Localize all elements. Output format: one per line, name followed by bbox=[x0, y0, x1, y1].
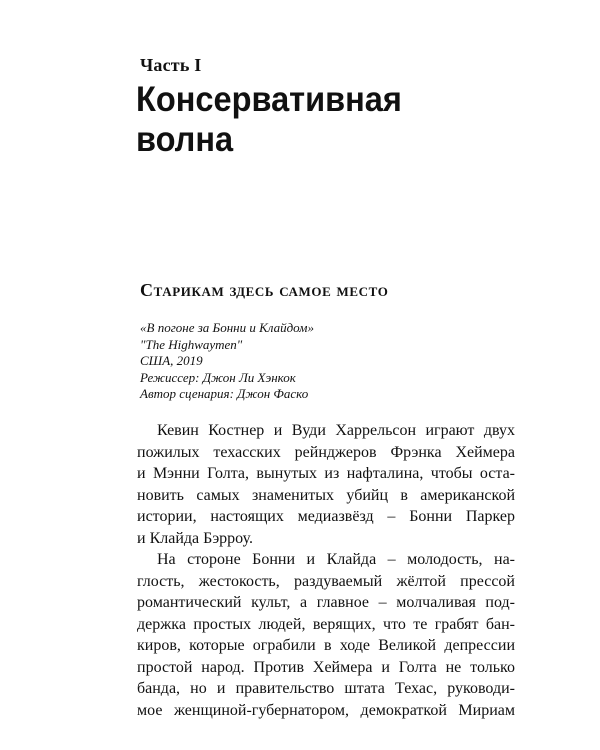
body-text bbox=[137, 420, 515, 721]
text-line: и Клайда Бэрроу. bbox=[137, 529, 253, 547]
credit-country-year: США, 2019 bbox=[140, 353, 203, 368]
credit-original-title: "The Highwaymen" bbox=[140, 336, 243, 352]
part-title-line-2: волна bbox=[136, 120, 234, 159]
text-line: глость, жестокость, раздуваемый жёлтой прессой bbox=[137, 572, 515, 590]
text-line: новить самых знаменитых убийц в американской bbox=[137, 486, 515, 504]
text-line: простой народ. Против Хеймера и Голта не только bbox=[137, 658, 515, 676]
text-line: На стороне Бонни и Клайда – молодость, на- bbox=[157, 551, 515, 568]
credit-screenwriter: Автор сценария: Джон Фаско bbox=[140, 386, 309, 401]
credit-russian-title: «В погоне за Бонни и Клайдом» bbox=[140, 320, 314, 335]
credit-director: Режиссер: Джон Ли Хэнкок bbox=[140, 369, 296, 385]
film-credits bbox=[140, 320, 314, 403]
text-line: киров, которые ограбили в ходе Великой депрессии bbox=[137, 637, 515, 654]
part-title-line-1: Консервативная bbox=[136, 80, 402, 119]
text-line: банда, но и правительство штата Техас, руководи- bbox=[137, 680, 515, 697]
text-line: и Мэнни Голта, вынутых из нафталина, чтобы оста- bbox=[137, 465, 515, 482]
part-title bbox=[136, 80, 402, 160]
chapter-title: Старикам здесь самое место bbox=[140, 280, 389, 300]
text-line: истории, настоящих медиазвёзд – Бонни Паркер bbox=[137, 508, 515, 525]
text-line: держка простых людей, верящих, что те грабят бан- bbox=[137, 615, 515, 633]
text-line: Кевин Костнер и Вуди Харрельсон играют двух bbox=[157, 422, 515, 439]
text-line: пожилых техасских рейнджеров Фрэнка Хеймера bbox=[137, 443, 515, 461]
part-label: Часть I bbox=[140, 55, 202, 75]
text-line: мое женщиной-губернатором, демократкой Мириам bbox=[137, 701, 515, 719]
text-line: романтический культ, а главное – молчаливая под- bbox=[137, 594, 515, 611]
